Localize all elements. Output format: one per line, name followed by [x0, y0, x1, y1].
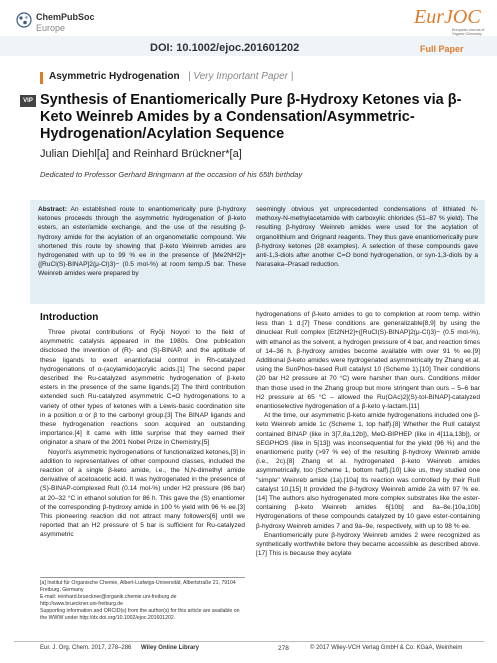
- doi[interactable]: DOI: 10.1002/ejoc.201601202: [150, 42, 300, 54]
- abstract-right-text: seemingly obvious yet unprecedented condensations of lithiated N-methoxy-N-methylacetamide with carboxylic chlorides (51–87 % yield). The resulting β-hydroxy Weinreb amides were used for the acylation of organolithium and Grignard reagents. They thus gave enantiomerically pure β-hydroxy ketones (28 examples). A selection of these compounds gave anti-1,3-diols after another C=O bond hydrogenation, or syn-1,3-diols by a Narasaka–Prasad reduction.: [256, 206, 478, 269]
- journal-logo: [408, 6, 488, 40]
- right-paragraph-1: hydrogenations of β-keto amides to go to completion at room temp. within less than 1 d.[7] These conditions are generalizable[8,9] by using the dinuclear RuII complex [Et2NH2]+{[RuCl(S)-BINAP]2(μ-Cl)3}− (0.5 mol-%), with ethanol as the solvent, a hydrogen pressure of 4 bar, and reaction times of 14–36 h. β-hydroxy amides become available with over 91 % ee.[9] Additional β-keto amides were hydrogenated asymmetrically by Zhang et al. using the SunPhos-based RuII catalyst 10 (Scheme 1).[10] Their conditions (20 bar H2 pressure at 70 °C) were harsher than ours. Conditions milder than those used in the Zhang group but more stringent than ours – 5–6 bar H2 pressure at 65 °C – allowed the Ru(OAc)2[(S)-tol-BINAP]-catalyzed enantioselective hydrogenation of a β-keto γ-lactam.[11]: [256, 311, 480, 411]
- footer-rule: [14, 641, 484, 642]
- publisher-brand: ChemPubSoc: [36, 12, 95, 22]
- right-paragraph-3: Enantiomerically pure β-hydroxy Weinreb amides 2 were recognized as synthetically worthwhile before they became accessible as described above.[17] This is because they acylate: [256, 531, 480, 558]
- intro-paragraph-1: Three pivotal contributions of Ryōji Noyori to the field of asymmetric catalysis appeared in the 1980s. One publication disclosed the invention of (R)- and (S)-BINAP, and the aptitude of these ligands to exert enantiofacial control in Rh-catalyzed hydrogenations of α-(acylamido)acrylic acids.[1] The second paper described the Ru-catalyzed asymmetric hydrogenation of β-keto esters in the presence of the same ligands.[2] The third contribution extended such Ru-catalyzed asymmetric C=O hydrogenations to a variety of other types of ketones with a Lewis-basic coordination site in a position α or β to the carbonyl group.[3] The BINAP ligands and these hydrogenation reactions soon acquired an outstanding importance.[4] It came with little surprise that they earned their originator a share of the 2001 Nobel Prize in Chemistry.[5]: [40, 329, 245, 447]
- page-number: 278: [278, 645, 289, 652]
- footnotes: [40, 580, 245, 622]
- right-column: [256, 310, 480, 558]
- publisher-sub: Europe: [36, 23, 66, 33]
- category-accent-bar: [40, 72, 43, 84]
- footer-journal: Eur. J. Org. Chem. 2017, 278–286: [40, 645, 132, 651]
- intro-paragraph-2: Noyori's asymmetric hydrogenations of functionalized ketones,[3] in addition to representatives of other compound classes, included the reaction of a single β-keto amide, i.e., the N,N-dimethyl amide derivative of acetoacetic acid. It was hydrogenated in the presence of (S)-BINAP-complexed RuII (0.14 mol-%) under H2 pressure (86 bar) at 20–32 °C in ethanol solution for 86 h. This gave the (S) enantiomer of the corresponding β-hydroxy amide in 100 % yield with 96 % ee.[3] This pioneering reaction did not attract many followers[6] until we reported that an H2 pressure of 5 bar is sufficient for Ru-catalyzed asymmetric: [40, 448, 245, 539]
- abstract-label: Abstract:: [38, 206, 67, 213]
- vip-badge: VIP: [20, 95, 36, 107]
- abstract-left: [38, 205, 246, 279]
- journal-logo-subtext: European Journal of Organic Chemistry: [452, 28, 485, 36]
- footer-copyright: © 2017 Wiley-VCH Verlag GmbH & Co. KGaA, Weinheim: [310, 645, 463, 651]
- footnote-supporting-info: Supporting information and ORCID(s) from the author(s) for this article are available on the WWW under http://dx.doi.org/10.1002/ejoc.201601202.: [40, 608, 240, 621]
- article-type: Full Paper: [420, 44, 464, 54]
- abstract-left-text: An established route to enantiomerically pure β-hydroxy ketones proceeds through the asymmetric hydrogenation of β-keto esters, an ester/amide exchange, and the use of the resulting β-hydroxy amide for the acylation of an organometallic compound. We shortened this route by showing that β-keto Weinreb amides are hydrogenated with up to 99 % ee in the presence of [Me2NH2]+{[RuCl(S)-BINAP]2(μ-Cl)3}− (0.5 mol-%) at room temp./5 bar. These Weinreb amides were prepared by: [38, 206, 246, 278]
- footnote-rule: [40, 577, 245, 578]
- right-paragraph-2: At the time, our asymmetric β-keto amide hydrogenations included one β-keto Weinreb amide 1c (Scheme 1, top half).[8] Whether the RuII catalyst contained BINAP (like in 3[7,8a,12b]), MeO-BIPHEP (like in 4[11a,13b]), or SEGPHOS (like in 5[13]) was inconsequential for the yield (96 %) and the enantiomeric purity (>97 % ee) of the resulting β-hydroxy Weinreb amide (i.e., 2c).[8] Zhang et al. hydrogenated β-keto Weinreb amides asymmetrically, too (Scheme 1, bottom half).[10] Like us, they studied one "simple" Weinreb amide (1a).[10a] Its reaction was controlled by their RuII catalyst 10.[15] It provided the β-hydroxy Weinreb amide 2a with 97 % ee.[14] The authors also hydrogenated more complex substrates like the ester-containing β-keto Weinreb amides 6[10b] and 8a–8e.[10a,10b] Hydrogenations of these compounds catalyzed by 10 gave ester-containing β-hydroxy Weinreb amides 7 and 9a–9e, respectively, with up to 98 % ee.: [256, 412, 480, 530]
- category-sub: | Very Important Paper |: [187, 71, 294, 82]
- category-main: Asymmetric Hydrogenation: [49, 71, 180, 82]
- dedication: Dedicated to Professor Gerhard Bringmann at the occasion of his 65th birthday: [40, 170, 303, 179]
- chempubsoc-icon: [16, 12, 32, 28]
- footnote-email[interactable]: E-mail: reinhard.brueckner@organik.chemie.uni-freiburg.de: [40, 594, 177, 600]
- category-label: [49, 71, 293, 82]
- intro-left-column: [40, 328, 245, 540]
- footer-wiley-online-library[interactable]: Wiley Online Library: [141, 645, 199, 651]
- journal-logo-text: EurJOC: [414, 6, 481, 28]
- publisher-logo: [14, 8, 134, 40]
- authors: Julian Diehl[a] and Reinhard Brückner*[a]: [40, 148, 242, 160]
- article-title: Synthesis of Enantiomerically Pure β-Hydroxy Ketones via β-Keto Weinreb Amides by a Condensation/Asymmetric-Hydrogenation/Acylation Sequence: [40, 92, 462, 142]
- footnote-url[interactable]: http://www.brueckner.uni-freiburg.de: [40, 601, 124, 607]
- section-heading-introduction: Introduction: [40, 312, 99, 323]
- footnote-affiliation: [a] Institut für Organische Chemie, Albert-Ludwigs-Universität, Albertstraße 21, 79104 Freiburg, Germany: [40, 580, 236, 593]
